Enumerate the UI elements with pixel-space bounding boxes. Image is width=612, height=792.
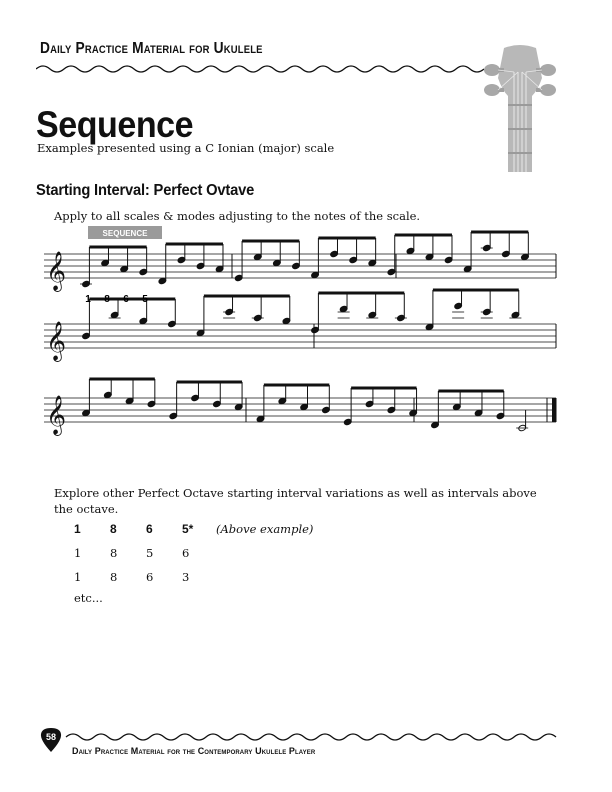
footer-text-label: Daily Practice Material for the Contemporary Ukulele Player	[72, 746, 316, 756]
seq-cell: 1	[74, 546, 82, 560]
interval-heading: Starting Interval: Perfect Ovtave	[36, 182, 255, 199]
sequence-badge-label: SEQUENCE	[102, 229, 148, 238]
seq-cell: 6	[146, 570, 154, 584]
seq-cell: 8	[110, 522, 117, 536]
music-notation	[36, 222, 566, 442]
fingering-2: 8	[104, 294, 110, 305]
seq-cell: 8	[110, 546, 118, 560]
explore-text: Explore other Perfect Octave starting interval variations as well as intervals above the octave.	[54, 486, 537, 516]
etc-text: etc...	[74, 591, 103, 605]
header-title-text: Daily Practice Material for Ukulele	[40, 40, 263, 57]
seq-cell: 5	[146, 546, 154, 560]
footer-text	[72, 746, 315, 756]
header-title	[40, 40, 263, 58]
fingering-1: 1	[85, 294, 91, 305]
footer-wave-divider	[36, 728, 566, 746]
page-number: 58	[45, 732, 56, 742]
fingering-4: 5	[142, 294, 148, 305]
ukulele-headstock-icon	[480, 44, 560, 172]
seq-cell: 8	[110, 570, 118, 584]
final-bar-line	[552, 398, 556, 422]
header-wave-divider	[36, 60, 486, 78]
seq-cell: 6	[146, 522, 153, 536]
treble-clef-icon: 𝄞	[46, 251, 67, 291]
seq-note: (Above example)	[216, 522, 314, 536]
section-title: Sequence	[36, 104, 194, 145]
seq-cell: 5*	[182, 522, 194, 536]
seq-cell: 1	[74, 522, 81, 536]
section-subtitle: Examples presented using a C Ionian (major) scale	[37, 141, 335, 155]
treble-clef-icon: 𝄞	[46, 321, 67, 361]
seq-cell: 3	[182, 570, 190, 584]
seq-cell: 6	[182, 546, 190, 560]
treble-clef-icon: 𝄞	[46, 395, 67, 435]
seq-cell: 1	[74, 570, 82, 584]
fingering-3: 6	[123, 294, 129, 305]
apply-instructions: Apply to all scales & modes adjusting to the notes of the scale.	[54, 209, 421, 223]
